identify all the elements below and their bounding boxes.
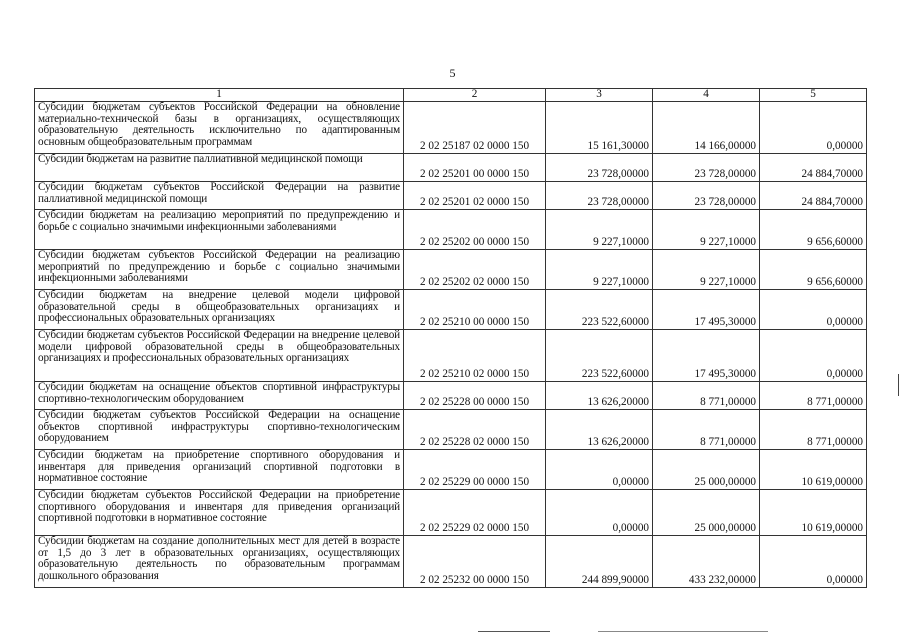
row-value-4: 8 771,00000 [653,410,760,450]
row-value-4: 23 728,00000 [653,182,760,210]
row-description: Субсидии бюджетам субъектов Российской Федерации на развитие паллиативной медицинской помощи [35,182,404,210]
row-code: 2 02 25228 00 0000 150 [404,382,546,410]
row-code: 2 02 25187 02 0000 150 [404,102,546,154]
column-header-1: 1 [35,89,404,102]
row-value-4: 433 232,00000 [653,536,760,588]
row-code: 2 02 25229 02 0000 150 [404,490,546,536]
row-code: 2 02 25229 00 0000 150 [404,450,546,490]
row-value-4: 9 227,10000 [653,250,760,290]
row-value-5: 10 619,00000 [760,450,867,490]
row-value-4: 25 000,00000 [653,450,760,490]
row-value-5: 0,00000 [760,536,867,588]
row-value-3: 13 626,20000 [546,382,653,410]
row-value-5: 8 771,00000 [760,410,867,450]
row-value-5: 9 656,60000 [760,210,867,250]
row-value-5: 8 771,00000 [760,382,867,410]
row-code: 2 02 25210 02 0000 150 [404,330,546,382]
row-value-5: 0,00000 [760,330,867,382]
row-value-3: 9 227,10000 [546,210,653,250]
row-value-4: 17 495,30000 [653,290,760,330]
table-header [35,89,867,102]
row-value-3: 0,00000 [546,490,653,536]
page-number: 5 [449,66,456,80]
row-value-4: 14 166,00000 [653,102,760,154]
table-row [35,490,867,536]
row-description: Субсидии бюджетам на развитие паллиативной медицинской помощи [35,154,404,182]
row-value-3: 244 899,90000 [546,536,653,588]
row-code: 2 02 25201 02 0000 150 [404,182,546,210]
row-value-3: 223 522,60000 [546,330,653,382]
row-description: Субсидии бюджетам на внедрение целевой модели цифровой образовательной среды в общеобразовательных организациях и профессиональных образовательных организациях [35,290,404,330]
table-row [35,210,867,250]
row-value-3: 13 626,20000 [546,410,653,450]
row-description: Субсидии бюджетам субъектов Российской Федерации на оснащение объектов спортивной инфраструктуры спортивно-технологическим оборудованием [35,410,404,450]
table-row [35,536,867,588]
row-value-4: 23 728,00000 [653,154,760,182]
column-header-3: 3 [546,89,653,102]
row-value-3: 0,00000 [546,450,653,490]
scan-artifact-line [598,631,768,632]
table-row [35,290,867,330]
row-description: Субсидии бюджетам субъектов Российской Федерации на реализацию мероприятий по предупреждению и борьбе с социально значимыми инфекционными заболеваниями [35,250,404,290]
row-value-4: 25 000,00000 [653,490,760,536]
row-value-5: 10 619,00000 [760,490,867,536]
table-row [35,382,867,410]
table-body [35,102,867,588]
row-value-5: 9 656,60000 [760,250,867,290]
row-value-4: 17 495,30000 [653,330,760,382]
row-value-3: 223 522,60000 [546,290,653,330]
table-row [35,102,867,154]
row-value-3: 9 227,10000 [546,250,653,290]
table-row [35,182,867,210]
row-value-3: 23 728,00000 [546,154,653,182]
column-header-2: 2 [404,89,546,102]
row-description: Субсидии бюджетам на реализацию мероприятий по предупреждению и борьбе с социально значимыми инфекционными заболеваниями [35,210,404,250]
header-row [35,89,867,102]
row-description: Субсидии бюджетам субъектов Российской Федерации на внедрение целевой модели цифровой образовательной среды в общеобразовательных организациях и профессиональных образовательных организациях [35,330,404,382]
table-row [35,410,867,450]
row-value-4: 9 227,10000 [653,210,760,250]
scan-edge-mark [898,374,899,396]
budget-table [34,88,867,588]
row-value-3: 23 728,00000 [546,182,653,210]
row-description: Субсидии бюджетам субъектов Российской Федерации на приобретение спортивного оборудования и инвентаря для приведения организаций спортивной подготовки в нормативное состояние [35,490,404,536]
table-row [35,250,867,290]
row-code: 2 02 25232 00 0000 150 [404,536,546,588]
scan-artifact-line [478,631,550,632]
row-code: 2 02 25201 00 0000 150 [404,154,546,182]
row-description: Субсидии бюджетам на создание дополнительных мест для детей в возрасте от 1,5 до 3 лет в образовательных организациях, осуществляющих образовательную деятельность по образовательным программам дошкольного образования [35,536,404,588]
row-code: 2 02 25202 02 0000 150 [404,250,546,290]
table-row [35,330,867,382]
column-header-5: 5 [760,89,867,102]
row-description: Субсидии бюджетам субъектов Российской Федерации на обновление материально-технической базы в организациях, осуществляющих образовательную деятельность исключительно по адаптированным основным общеобразовательным программам [35,102,404,154]
row-value-4: 8 771,00000 [653,382,760,410]
row-value-5: 0,00000 [760,102,867,154]
row-code: 2 02 25210 00 0000 150 [404,290,546,330]
row-description: Субсидии бюджетам на оснащение объектов спортивной инфраструктуры спортивно-технологическим оборудованием [35,382,404,410]
row-description: Субсидии бюджетам на приобретение спортивного оборудования и инвентаря для приведения организаций спортивной подготовки в нормативное состояние [35,450,404,490]
row-code: 2 02 25202 00 0000 150 [404,210,546,250]
column-header-4: 4 [653,89,760,102]
row-value-5: 24 884,70000 [760,154,867,182]
table-row [35,450,867,490]
row-value-5: 0,00000 [760,290,867,330]
row-value-5: 24 884,70000 [760,182,867,210]
row-code: 2 02 25228 02 0000 150 [404,410,546,450]
row-value-3: 15 161,30000 [546,102,653,154]
table-row [35,154,867,182]
